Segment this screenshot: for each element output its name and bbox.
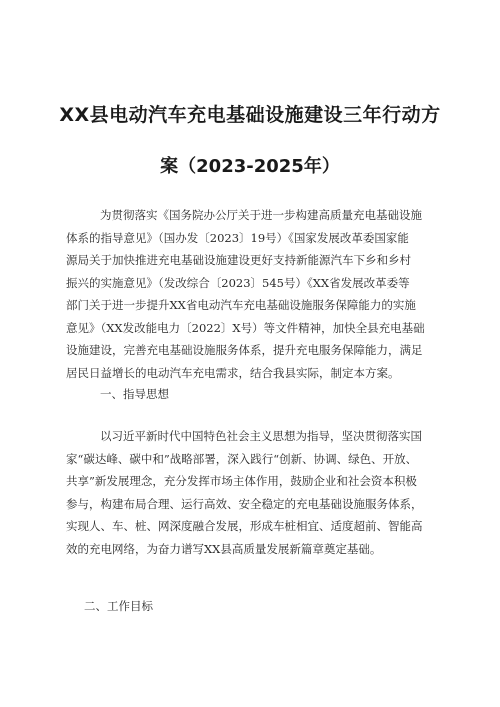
paragraph-line: 共享”新发展理念，充分发挥市场主体作用，鼓励企业和社会资本积极	[66, 474, 417, 488]
paragraph-line: 源局关于加快推进充电基础设施建设更好支持新能源汽车下乡和乡村	[66, 253, 411, 267]
document-title-line-2: 案（2023-2025年）	[160, 156, 340, 177]
paragraph-line: 以习近平新时代中国特色社会主义思想为指导，坚决贯彻落实国	[100, 429, 422, 443]
paragraph-line: 家“碳达峰、碳中和”战略部署，深入践行“创新、协调、绿色、开放、	[66, 451, 418, 466]
section-heading-guiding-ideology: 一、指导思想	[100, 387, 169, 401]
section1-paragraph	[66, 425, 438, 560]
paragraph-line: 实现人、车、桩、网深度融合发展，形成车桩相宜、适度超前、智能高	[66, 519, 423, 533]
paragraph-line: 参与，构建布局合理、运行高效、安全稳定的充电基础设施服务体系，	[66, 496, 423, 511]
section-heading-work-goals: 二、工作目标	[84, 599, 153, 613]
paragraph-line: 效的充电网络，为奋力谱写XX县高质量发展新篇章奠定基础。	[66, 541, 382, 556]
paragraph-line: 居民日益增长的电动汽车充电需求，结合我县实际，制定本方案。	[66, 365, 400, 380]
document-title-line-1: XX县电动汽车充电基础设施建设三年行动方	[59, 104, 441, 126]
paragraph-line: 设施建设，完善充电基础设施服务体系，提升充电服务保障能力，满足	[66, 343, 423, 357]
intro-paragraph	[66, 204, 438, 384]
paragraph-line: 为贯彻落实《国务院办公厅关于进一步构建高质量充电基础设施	[100, 208, 422, 222]
paragraph-line: 部门关于进一步提升XX省电动汽车充电基础设施服务保障能力的实施	[66, 298, 416, 312]
paragraph-line: 振兴的实施意见》（发改综合〔2023〕545号）《XX省发展改革委等	[66, 275, 410, 290]
paragraph-line: 意见》（XX发改能电力〔2022〕X号）等文件精神，加快全县充电基础	[66, 320, 425, 335]
paragraph-line: 体系的指导意见》（国办发〔2023〕19号）《国家发展改革委国家能	[66, 230, 409, 245]
